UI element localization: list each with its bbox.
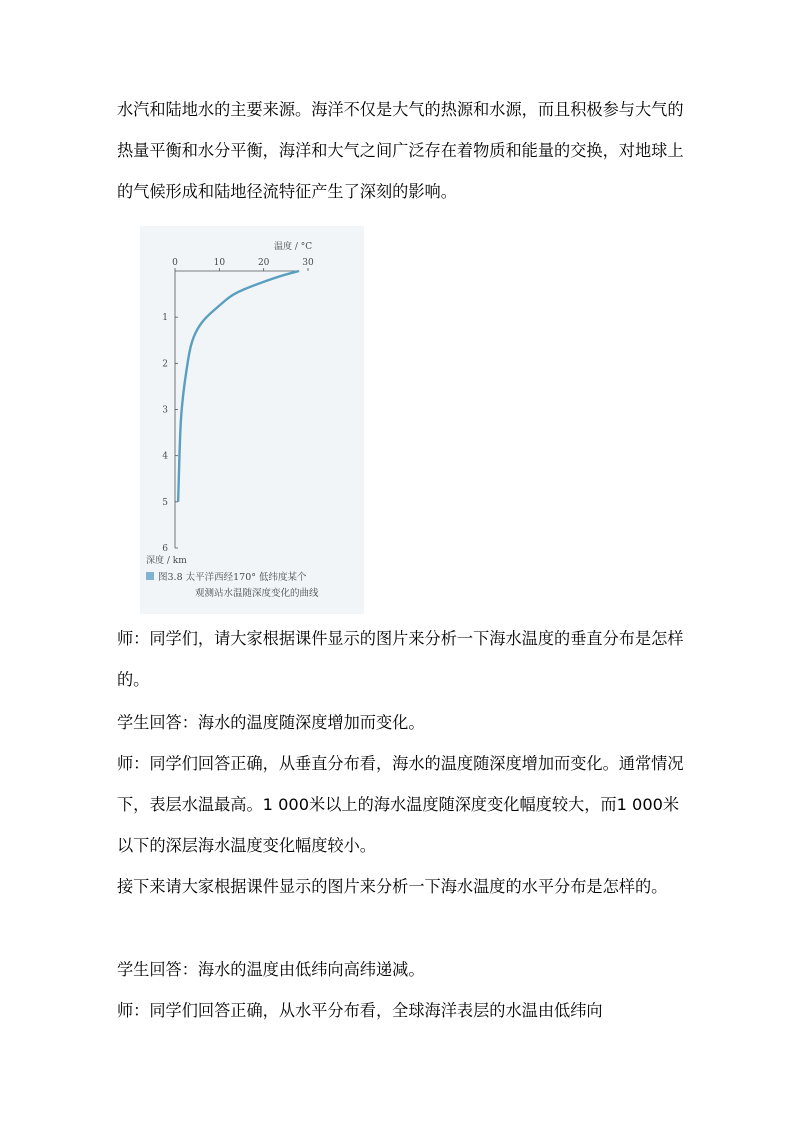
x-axis <box>172 258 314 271</box>
figure-caption-line2: 观测站水温随深度变化的曲线 <box>195 588 319 599</box>
caption-square <box>146 572 154 580</box>
paragraph-student-answer-vertical: 学生回答：海水的温度随深度增加而变化。 <box>117 713 425 732</box>
y-tick-label: 2 <box>162 359 168 370</box>
paragraph-teacher-explanation-horizontal: 师：同学们回答正确，从水平分布看，全球海洋表层的水温由低纬向 <box>117 1001 603 1020</box>
paragraph-student-answer-horizontal: 学生回答：海水的温度由低纬向高纬递减。 <box>117 960 425 979</box>
x-tick-label: 20 <box>257 258 270 268</box>
paragraph-teacher-explanation-vertical: 师：同学们回答正确，从垂直分布看，海水的温度随深度增加而变化。通常情况下，表层水温最高。1 000米以上的海水温度随深度变化幅度较大，而1 000米以下的深层海水温度变化幅度较小。 <box>117 754 684 855</box>
y-tick-label: 3 <box>162 405 168 416</box>
figure-caption-line1: 图3.8 太平洋西经170° 低纬度某个 <box>158 572 307 583</box>
x-tick-label: 30 <box>302 258 314 268</box>
x-axis-label: 温度 / °C <box>274 242 313 252</box>
x-tick-label: 0 <box>172 258 178 268</box>
paragraph-ocean-intro: 水汽和陆地水的主要来源。海洋不仅是大气的热源和水源，而且积极参与大气的热量平衡和水分平衡，海洋和大气之间广泛存在着物质和能量的交换，对地球上的气候形成和陆地径流特征产生了深刻的影响。 <box>117 100 684 201</box>
x-tick-label: 10 <box>213 258 226 268</box>
temperature-depth-chart <box>140 226 364 614</box>
y-tick-label: 4 <box>162 451 168 462</box>
paragraph-teacher-question-vertical: 师：同学们，请大家根据课件显示的图片来分析一下海水温度的垂直分布是怎样的。 <box>117 629 684 689</box>
temperature-curve <box>178 271 299 502</box>
y-tick-label: 6 <box>162 544 168 554</box>
y-axis <box>162 271 178 554</box>
paragraph-teacher-question-horizontal: 接下来请大家根据课件显示的图片来分析一下海水温度的水平分布是怎样的。 <box>117 877 668 896</box>
y-tick-label: 1 <box>162 313 168 324</box>
figure-temperature-depth <box>140 226 364 614</box>
y-axis-label: 深度 / km <box>146 556 187 566</box>
y-tick-label: 5 <box>162 497 168 508</box>
